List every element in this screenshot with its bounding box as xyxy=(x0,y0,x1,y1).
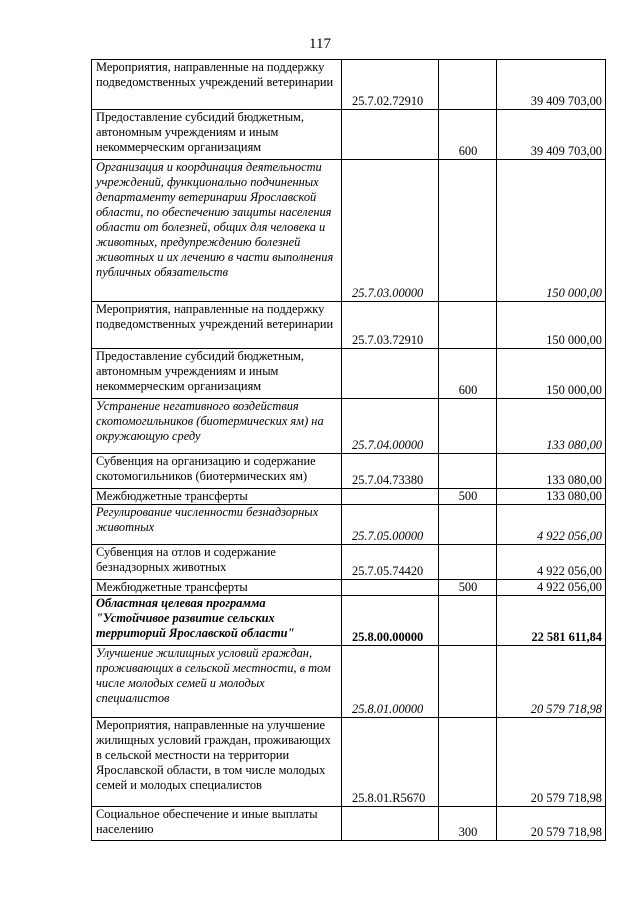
table-row xyxy=(92,60,606,110)
row-name-cell: Субвенция на организацию и содержание скотомогильников (биотермических ям) xyxy=(92,454,342,489)
budget-table-body xyxy=(92,60,606,841)
table-row xyxy=(92,349,606,399)
row-expense-type-cell: 600 xyxy=(439,349,497,399)
row-name-cell: Субвенция на отлов и содержание безнадзорных животных xyxy=(92,545,342,580)
row-expense-type-cell xyxy=(439,505,497,545)
row-amount-cell: 150 000,00 xyxy=(497,349,606,399)
row-code-cell xyxy=(342,807,439,841)
row-amount-cell: 22 581 611,84 xyxy=(497,596,606,646)
row-expense-type-cell xyxy=(439,60,497,110)
row-amount-cell: 20 579 718,98 xyxy=(497,646,606,718)
row-expense-type-cell xyxy=(439,646,497,718)
row-expense-type-cell: 600 xyxy=(439,110,497,160)
table-row xyxy=(92,505,606,545)
row-amount-cell: 133 080,00 xyxy=(497,399,606,454)
row-amount-cell: 4 922 056,00 xyxy=(497,580,606,596)
row-name-cell: Предоставление субсидий бюджетным, автономным учреждениям и иным некоммерческим организациям xyxy=(92,349,342,399)
row-name-cell: Областная целевая программа "Устойчивое развитие сельских территорий Ярославской области" xyxy=(92,596,342,646)
row-amount-cell: 39 409 703,00 xyxy=(497,60,606,110)
row-name-cell: Организация и координация деятельности учреждений, функционально подчиненных департаменту ветеринарии Ярославской области, по обеспечению защиты населения области от болезней, общих для человека и животных, предупреждению болезней животных и их лечению в части выполнения публичных обязательств xyxy=(92,160,342,302)
row-name-cell: Мероприятия, направленные на улучшение жилищных условий граждан, проживающих в сельской местности на территории Ярославской области, в том числе молодых семей и молодых специалистов xyxy=(92,718,342,807)
row-amount-cell: 150 000,00 xyxy=(497,302,606,349)
row-code-cell: 25.7.03.72910 xyxy=(342,302,439,349)
row-code-cell: 25.7.03.00000 xyxy=(342,160,439,302)
row-name-cell: Предоставление субсидий бюджетным, автономным учреждениям и иным некоммерческим организациям xyxy=(92,110,342,160)
row-expense-type-cell xyxy=(439,302,497,349)
row-amount-cell: 20 579 718,98 xyxy=(497,807,606,841)
row-code-cell: 25.8.01.R5670 xyxy=(342,718,439,807)
row-name-cell: Межбюджетные трансферты xyxy=(92,489,342,505)
table-row xyxy=(92,807,606,841)
row-amount-cell: 133 080,00 xyxy=(497,454,606,489)
row-code-cell: 25.7.02.72910 xyxy=(342,60,439,110)
row-expense-type-cell: 300 xyxy=(439,807,497,841)
table-row xyxy=(92,160,606,302)
row-expense-type-cell xyxy=(439,160,497,302)
row-amount-cell: 4 922 056,00 xyxy=(497,545,606,580)
row-name-cell: Регулирование численности безнадзорных животных xyxy=(92,505,342,545)
row-amount-cell: 39 409 703,00 xyxy=(497,110,606,160)
row-code-cell: 25.7.04.73380 xyxy=(342,454,439,489)
row-code-cell: 25.7.05.74420 xyxy=(342,545,439,580)
row-name-cell: Устранение негативного воздействия скотомогильников (биотермических ям) на окружающую среду xyxy=(92,399,342,454)
row-code-cell xyxy=(342,110,439,160)
row-expense-type-cell xyxy=(439,454,497,489)
table-row xyxy=(92,489,606,505)
row-code-cell: 25.7.04.00000 xyxy=(342,399,439,454)
row-code-cell xyxy=(342,489,439,505)
row-expense-type-cell xyxy=(439,718,497,807)
row-expense-type-cell: 500 xyxy=(439,489,497,505)
page-number: 117 xyxy=(309,36,331,52)
row-amount-cell: 133 080,00 xyxy=(497,489,606,505)
row-code-cell: 25.7.05.00000 xyxy=(342,505,439,545)
table-row xyxy=(92,302,606,349)
table-row xyxy=(92,718,606,807)
row-name-cell: Мероприятия, направленные на поддержку подведомственных учреждений ветеринарии xyxy=(92,60,342,110)
row-expense-type-cell: 500 xyxy=(439,580,497,596)
row-code-cell: 25.8.01.00000 xyxy=(342,646,439,718)
row-name-cell: Улучшение жилищных условий граждан, проживающих в сельской местности, в том числе молодых семей и молодых специалистов xyxy=(92,646,342,718)
row-name-cell: Мероприятия, направленные на поддержку подведомственных учреждений ветеринарии xyxy=(92,302,342,349)
row-expense-type-cell xyxy=(439,545,497,580)
row-code-cell xyxy=(342,349,439,399)
row-expense-type-cell xyxy=(439,399,497,454)
table-row xyxy=(92,454,606,489)
table-row xyxy=(92,580,606,596)
row-expense-type-cell xyxy=(439,596,497,646)
row-amount-cell: 150 000,00 xyxy=(497,160,606,302)
row-amount-cell: 20 579 718,98 xyxy=(497,718,606,807)
row-amount-cell: 4 922 056,00 xyxy=(497,505,606,545)
table-row xyxy=(92,596,606,646)
row-code-cell xyxy=(342,580,439,596)
row-name-cell: Социальное обеспечение и иные выплаты населению xyxy=(92,807,342,841)
table-row xyxy=(92,110,606,160)
table-row xyxy=(92,646,606,718)
row-name-cell: Межбюджетные трансферты xyxy=(92,580,342,596)
budget-table xyxy=(91,59,606,841)
table-row xyxy=(92,545,606,580)
row-code-cell: 25.8.00.00000 xyxy=(342,596,439,646)
table-row xyxy=(92,399,606,454)
